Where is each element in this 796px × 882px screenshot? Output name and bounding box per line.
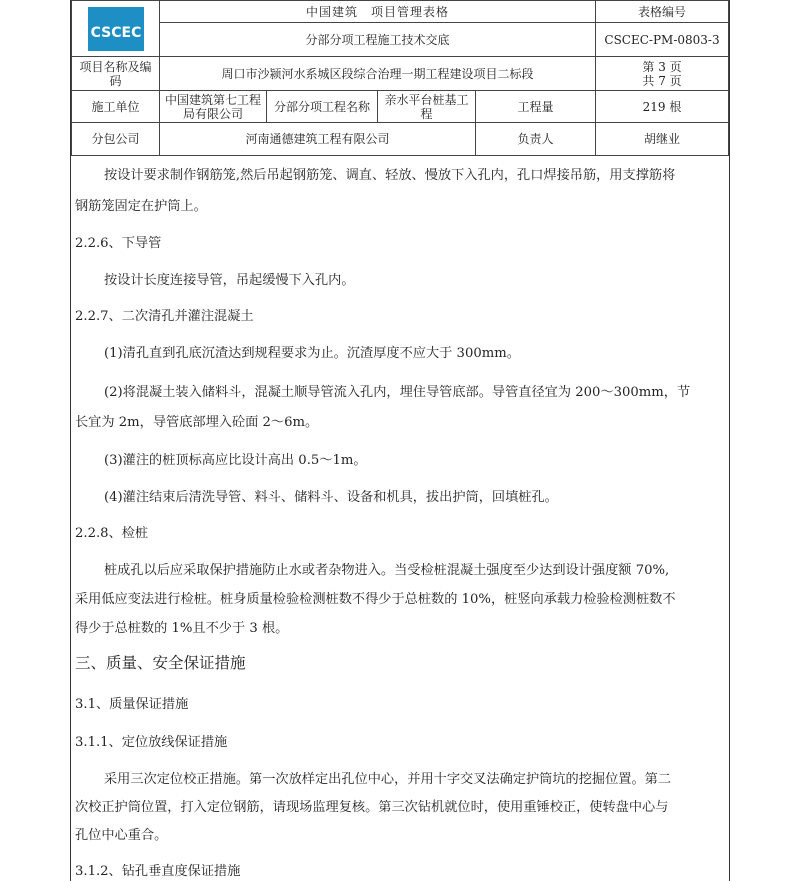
list-item: (2)将混凝土装入储料斗，混凝土顺导管流入孔内，埋住导管底部。导管直径宜为 200～300mm，节 [104,385,691,400]
section-heading: 3.1.2、钻孔垂直度保证措施 [75,864,241,879]
paragraph-line: 钢筋笼固定在护筒上。 [75,199,207,214]
paragraph-line: 得少于总桩数的 1%且不少于 3 根。 [75,621,289,636]
paragraph-line: 孔位中心重合。 [75,828,168,843]
paragraph-line: 按设计长度连接导管，吊起缓慢下入孔内。 [104,273,355,288]
sub-name-label: 分部分项工程名称 [267,91,378,123]
page-number-cell [596,57,729,91]
page-current: 第 3 页 [642,59,682,74]
qty-label: 工程量 [476,91,596,123]
project-label: 项目名称及编码 [72,57,160,91]
list-item: (1)清孔直到孔底沉渣达到规程要求为止。沉渣厚度不应大于 300mm。 [104,346,520,361]
leader-label: 负责人 [476,123,596,156]
org-title: 中国建筑 项目管理表格 [160,1,596,23]
chapter-heading: 三、质量、安全保证措施 [75,654,246,672]
form-title: 分部分项工程施工技术交底 [160,23,596,57]
form-header-table [71,0,729,156]
unit-label: 施工单位 [72,91,160,123]
list-item: 长宜为 2m，导管底部埋入砼面 2～6m。 [75,415,319,430]
page-total: 共 7 页 [642,73,682,88]
section-heading: 3.1.1、定位放线保证措施 [75,735,228,750]
document-page [70,0,730,881]
logo-lettering: CSCEC [90,24,141,41]
section-heading: 2.2.7、二次清孔并灌注混凝土 [75,309,254,324]
branch-value: 河南通德建筑工程有限公司 [160,123,476,156]
cscec-logo [88,7,144,51]
branch-label: 分包公司 [72,123,160,156]
section-heading: 2.2.6、下导管 [75,236,162,251]
paragraph-line: 采用三次定位校正措施。第一次放样定出孔位中心，并用十字交叉法确定护筒坑的挖掘位置。第二 [104,772,672,787]
paragraph-line: 采用低应变法进行检桩。桩身质量检验检测桩数不得少于总桩数的 10%，桩竖向承载力检验检测桩数不 [75,592,676,607]
form-no: CSCEC-PM-0803-3 [596,23,729,57]
unit-value: 中国建筑第七工程局有限公司 [160,91,267,123]
list-item: (3)灌注的桩顶标高应比设计高出 0.5～1m。 [104,453,367,468]
logo-cell [72,1,160,57]
sub-name-value: 亲水平台桩基工程 [378,91,476,123]
paragraph-line: 桩成孔以后应采取保护措施防止水或者杂物进入。当受检桩混凝土强度至少达到设计强度额 70%, [104,563,670,578]
list-item: (4)灌注结束后清洗导管、料斗、储料斗、设备和机具，拔出护筒，回填桩孔。 [104,490,558,505]
leader-value: 胡继业 [596,123,729,156]
qty-value: 219 根 [596,91,729,123]
section-heading: 3.1、质量保证措施 [75,697,189,712]
section-heading: 2.2.8、检桩 [75,526,149,541]
form-no-label: 表格编号 [596,1,729,23]
project-value: 周口市沙颍河水系城区段综合治理一期工程建设项目二标段 [160,57,596,91]
paragraph-line: 次校正护筒位置，打入定位钢筋，请现场监理复核。第三次钻机就位时，使用重锤校正，使转盘中心与 [75,800,669,815]
paragraph-line: 按设计要求制作钢筋笼,然后吊起钢筋笼、调直、轻放、慢放下入孔内，孔口焊接吊筋，用支撑筋将 [104,168,676,183]
